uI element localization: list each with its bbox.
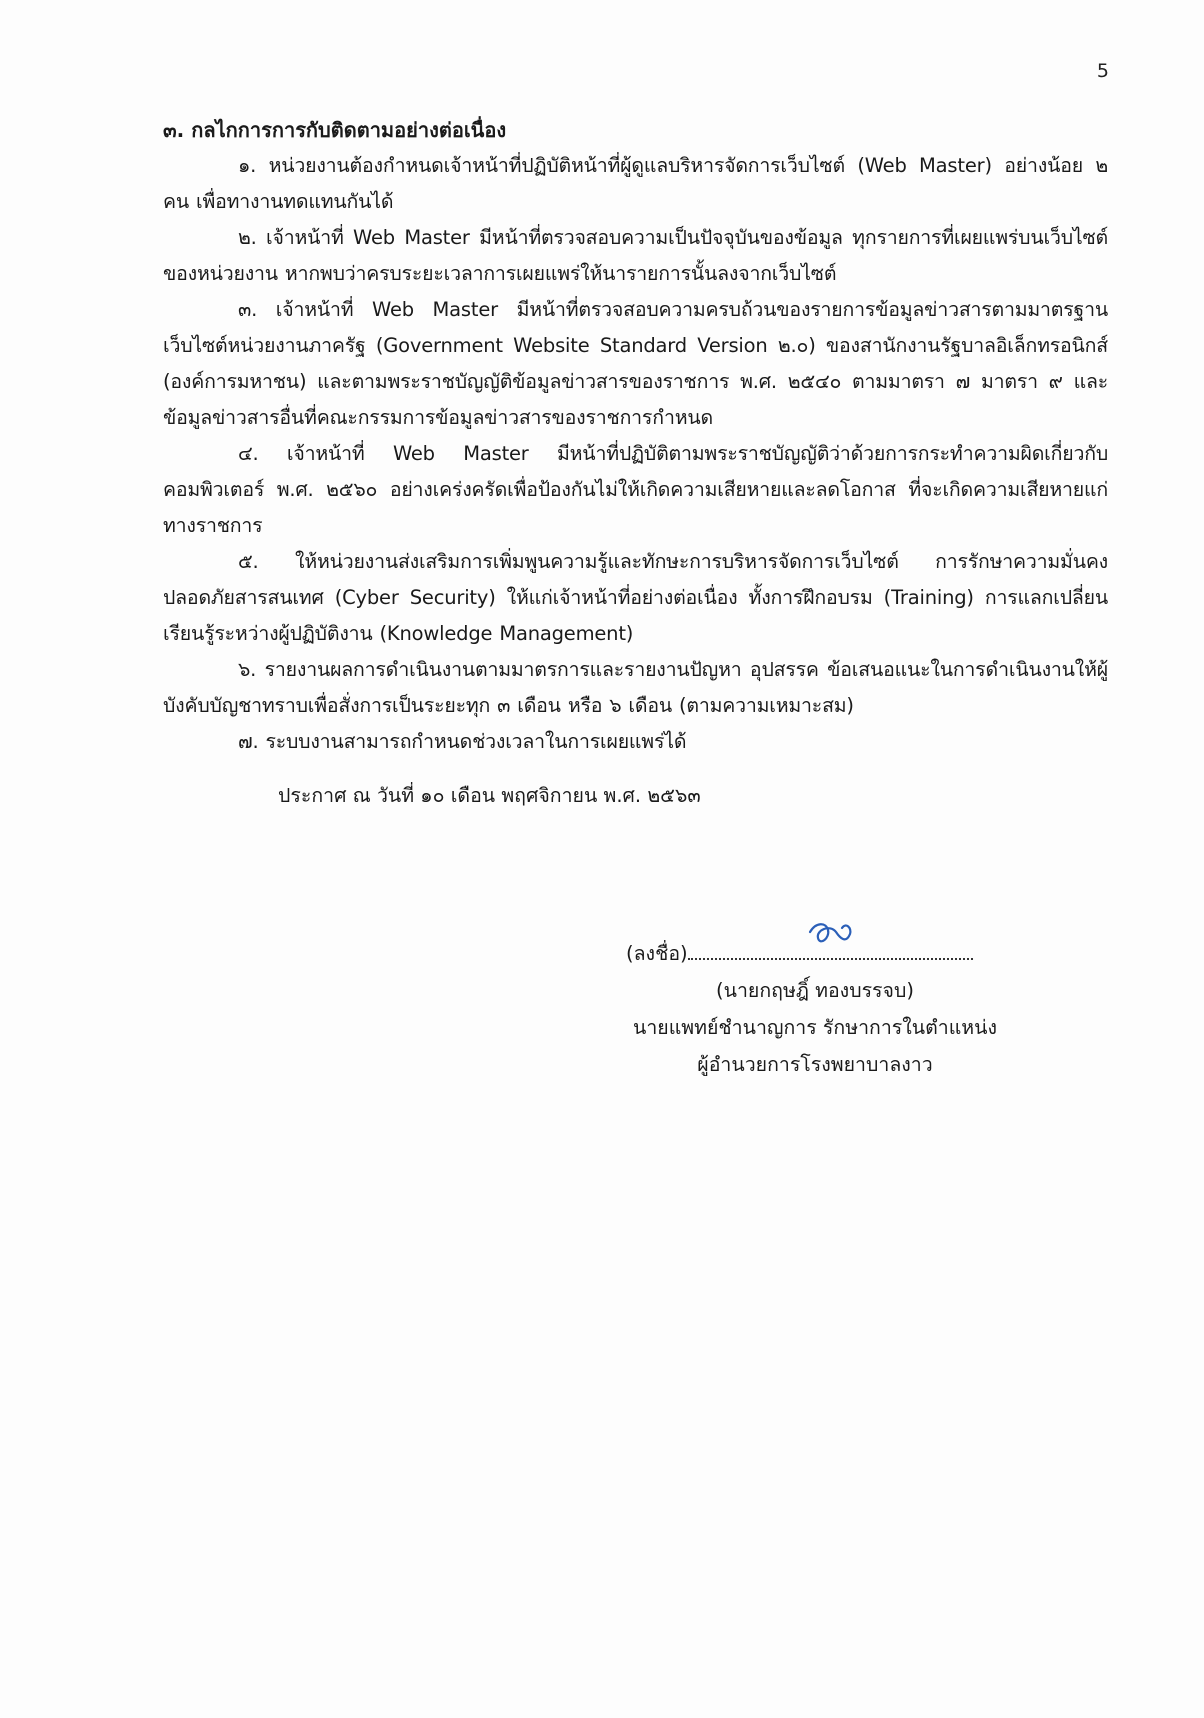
signatory-title: นายแพทย์ชำนาญการ รักษาการในตำแหน่ง — [633, 1016, 997, 1039]
announcement-date: ประกาศ ณ วันที่ ๑๐ เดือน พฤศจิกายน พ.ศ. ๒๕๖๓ — [278, 784, 701, 807]
list-item: ๓. เจ้าหน้าที่ Web Master มีหน้าที่ตรวจสอบความครบถ้วนของรายการข้อมูลข่าวสารตามมาตรฐานเว็บไซต์หน่วยงานภาครัฐ (Government Website Standard Version ๒.๐) ของสานักงานรัฐบาลอิเล็กทรอนิกส์ (องค์การมหาชน) และตามพระราชบัญญัติข้อมูลข่าวสารของราชการ พ.ศ. ๒๕๔๐ ตามมาตรา ๗ มาตรา ๙ และข้อมูลข่าวสารอื่นที่คณะกรรมการข้อมูลข่าวสารของราชการกำหนด — [163, 298, 1108, 429]
list-item: ๔. เจ้าหน้าที่ Web Master มีหน้าที่ปฏิบัติตามพระราชบัญญัติว่าด้วยการกระทำความผิดเกี่ยวกับคอมพิวเตอร์ พ.ศ. ๒๕๖๐ อย่างเคร่งครัดเพื่อป้องกันไม่ให้เกิดความเสียหายและลดโอกาส ที่จะเกิดความเสียหายแก่ทางราชการ — [163, 442, 1108, 537]
list-item: ๑. หน่วยงานต้องกำหนดเจ้าหน้าที่ปฏิบัติหน้าที่ผู้ดูแลบริหารจัดการเว็บไซต์ (Web Master) อย่างน้อย ๒ คน เพื่อทางานทดแทนกันได้ — [163, 154, 1108, 213]
list-item: ๒. เจ้าหน้าที่ Web Master มีหน้าที่ตรวจสอบความเป็นปัจจุบันของข้อมูล ทุกรายการที่เผยแพร่บนเว็บไซต์ของหน่วยงาน หากพบว่าครบระยะเวลาการเผยแพร่ให้นารายการนั้นลงจากเว็บไซต์ — [163, 226, 1108, 285]
list-item: ๗. ระบบงานสามารถกำหนดช่วงเวลาในการเผยแพร่ได้ — [238, 730, 687, 753]
signatory-name: (นายกฤษฎิ์ ทองบรรจบ) — [716, 979, 914, 1002]
list-item: ๖. รายงานผลการดำเนินงานตามมาตรการและรายงานปัญหา อุปสรรค ข้อเสนอแนะในการดำเนินงานให้ผู้บังคับบัญชาทราบเพื่อสั่งการเป็นระยะทุก ๓ เดือน หรือ ๖ เดือน (ตามความเหมาะสม) — [163, 658, 1108, 717]
document-body — [163, 112, 1108, 814]
signatory-organization: ผู้อำนวยการโรงพยาบาลงาว — [697, 1053, 933, 1076]
section-heading: ๓. กลไกการการกับติดตามอย่างต่อเนื่อง — [163, 118, 507, 142]
handwritten-signature-icon — [806, 918, 856, 952]
sign-label: (ลงชื่อ) — [626, 942, 688, 965]
list-item: ๕. ให้หน่วยงานส่งเสริมการเพิ่มพูนความรู้และทักษะการบริหารจัดการเว็บไซต์ การรักษาความมั่นคงปลอดภัยสารสนเทศ (Cyber Security) ให้แก่เจ้าหน้าที่อย่างต่อเนื่อง ทั้งการฝึกอบรม (Training) การแลกเปลี่ยนเรียนรู้ระหว่างผู้ปฏิบัติงาน (Knowledge Management) — [163, 550, 1108, 645]
signature-block — [600, 935, 1060, 1083]
sign-line — [600, 935, 1060, 972]
page-number: 5 — [1096, 60, 1109, 82]
signature-dotted-line — [688, 938, 973, 960]
